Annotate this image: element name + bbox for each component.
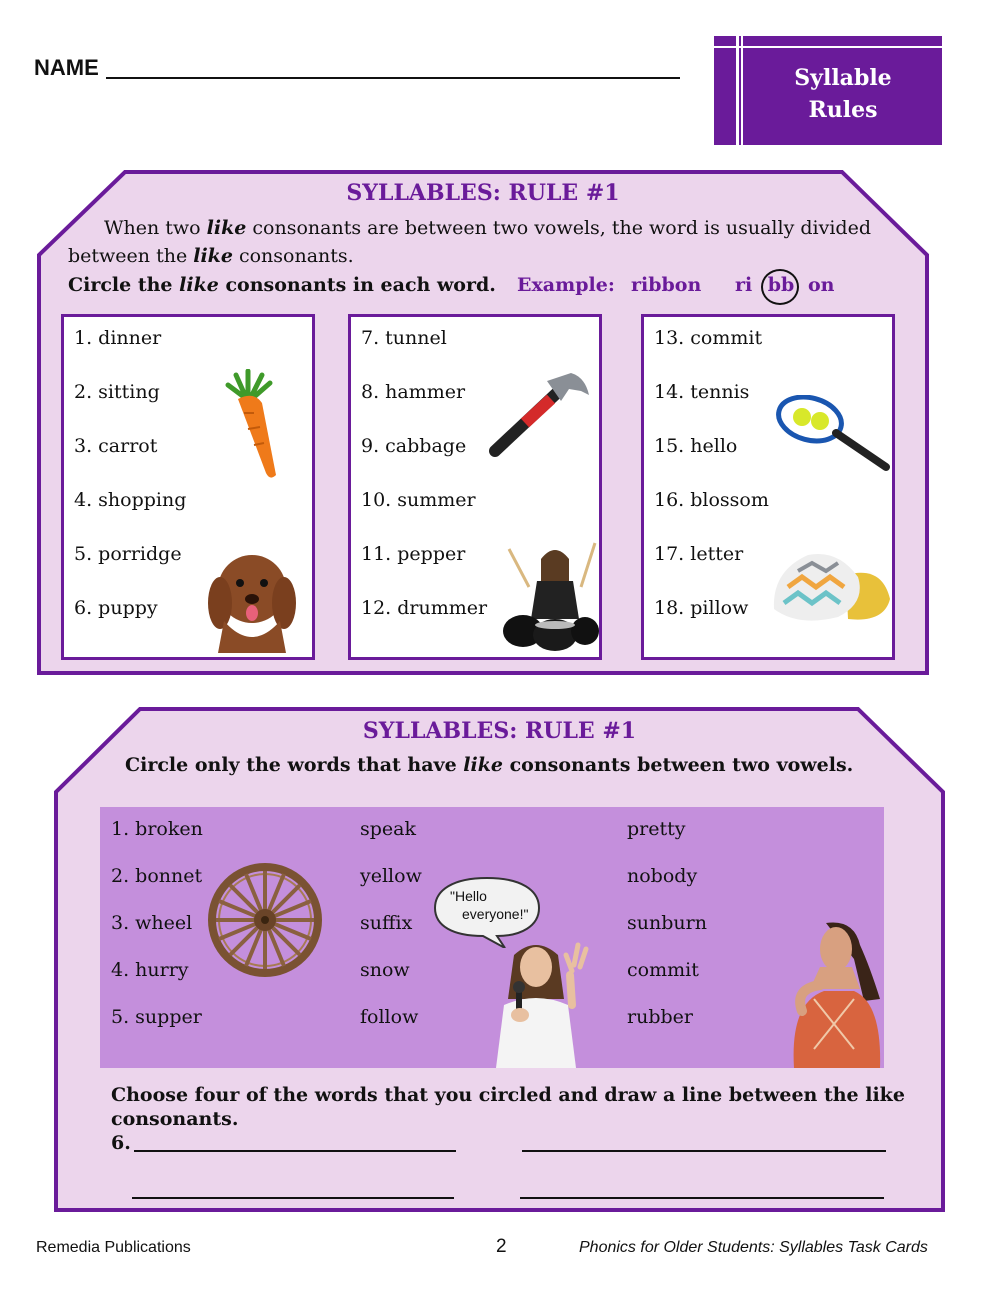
grid-word[interactable]: 1. broken — [111, 818, 203, 840]
example-word: ribbon — [631, 274, 702, 296]
word-item[interactable]: 6. puppy — [74, 597, 158, 619]
word-item[interactable]: 12. drummer — [361, 597, 488, 619]
answer-line[interactable] — [134, 1150, 456, 1152]
word-item[interactable]: 16. blossom — [654, 489, 769, 511]
word-item[interactable]: 18. pillow — [654, 597, 749, 619]
card-2-instruction — [125, 754, 853, 776]
word-item[interactable]: 1. dinner — [74, 327, 162, 349]
answer-line[interactable] — [132, 1197, 454, 1199]
footer-publisher: Remedia Publications — [36, 1239, 191, 1256]
speaker-woman-icon — [480, 935, 592, 1068]
answer-line[interactable] — [522, 1150, 886, 1152]
rule-text: When two — [104, 217, 207, 239]
grid-word[interactable]: 5. supper — [111, 1006, 202, 1028]
instruction-text: consonants in each word. — [218, 274, 496, 296]
topic-line-2: Rules — [808, 97, 878, 123]
speech-text — [450, 887, 528, 923]
grid-word[interactable]: commit — [627, 959, 699, 981]
word-item[interactable]: 2. sitting — [74, 381, 160, 403]
instruction-text: consonants between two vowels. — [503, 754, 854, 776]
word-item[interactable]: 14. tennis — [654, 381, 750, 403]
card-1-title: SYLLABLES: RULE #1 — [346, 180, 620, 206]
instruction-emphasis: like — [463, 754, 503, 776]
grid-word[interactable]: rubber — [627, 1006, 693, 1028]
card-2-task: Choose four of the words that you circled and draw a line between the like consonants. — [111, 1084, 905, 1130]
grid-word[interactable]: pretty — [627, 818, 686, 840]
example-split-pre: ri — [735, 274, 753, 296]
word-item[interactable]: 17. letter — [654, 543, 744, 565]
word-item[interactable]: 3. carrot — [74, 435, 158, 457]
footer-book-title: Phonics for Older Students: Syllables Task Cards — [579, 1239, 928, 1256]
name-label: NAME — [34, 55, 99, 80]
word-item[interactable]: 13. commit — [654, 327, 763, 349]
word-item[interactable]: 10. summer — [361, 489, 476, 511]
grid-word[interactable]: 4. hurry — [111, 959, 189, 981]
speech-line-2: everyone!" — [462, 906, 529, 922]
grid-word[interactable]: sunburn — [627, 912, 707, 934]
grid-word[interactable]: speak — [360, 818, 416, 840]
example-label: Example: — [517, 274, 615, 296]
footer-page-number: 2 — [496, 1236, 507, 1257]
answer-line[interactable] — [520, 1197, 884, 1199]
topic-line-1: Syllable — [794, 65, 892, 91]
instruction-emphasis: like — [179, 274, 219, 296]
grid-word[interactable]: follow — [360, 1006, 419, 1028]
word-item[interactable]: 9. cabbage — [361, 435, 467, 457]
word-item[interactable]: 7. tunnel — [361, 327, 447, 349]
word-item[interactable]: 4. shopping — [74, 489, 187, 511]
speech-line-1: "Hello — [450, 888, 487, 904]
example-split-post: on — [808, 274, 835, 296]
grid-word[interactable]: snow — [360, 959, 410, 981]
rule-emphasis: like — [206, 217, 247, 239]
answer-number: 6. — [111, 1132, 131, 1154]
word-item[interactable]: 5. porridge — [74, 543, 182, 565]
word-item[interactable]: 15. hello — [654, 435, 738, 457]
word-grid — [100, 807, 884, 1068]
grid-word[interactable]: 3. wheel — [111, 912, 193, 934]
card-2-title: SYLLABLES: RULE #1 — [362, 718, 637, 744]
grid-word[interactable]: nobody — [627, 865, 698, 887]
word-item[interactable]: 8. hammer — [361, 381, 466, 403]
rule-text: consonants are between two vowels, the word is usually divided between the — [68, 217, 871, 267]
sunburn-woman-icon — [784, 919, 884, 1068]
wagon-wheel-icon — [206, 861, 324, 979]
grid-word[interactable]: yellow — [360, 865, 422, 887]
grid-word[interactable]: suffix — [360, 912, 413, 934]
grid-word[interactable]: 2. bonnet — [111, 865, 203, 887]
rule-text: consonants. — [232, 245, 354, 267]
word-item[interactable]: 11. pepper — [361, 543, 466, 565]
instruction-text: Circle the — [68, 274, 180, 296]
instruction-text: Circle only the words that have — [125, 754, 464, 776]
example-circled-letters: bb — [767, 274, 795, 296]
rule-emphasis: like — [193, 245, 233, 267]
